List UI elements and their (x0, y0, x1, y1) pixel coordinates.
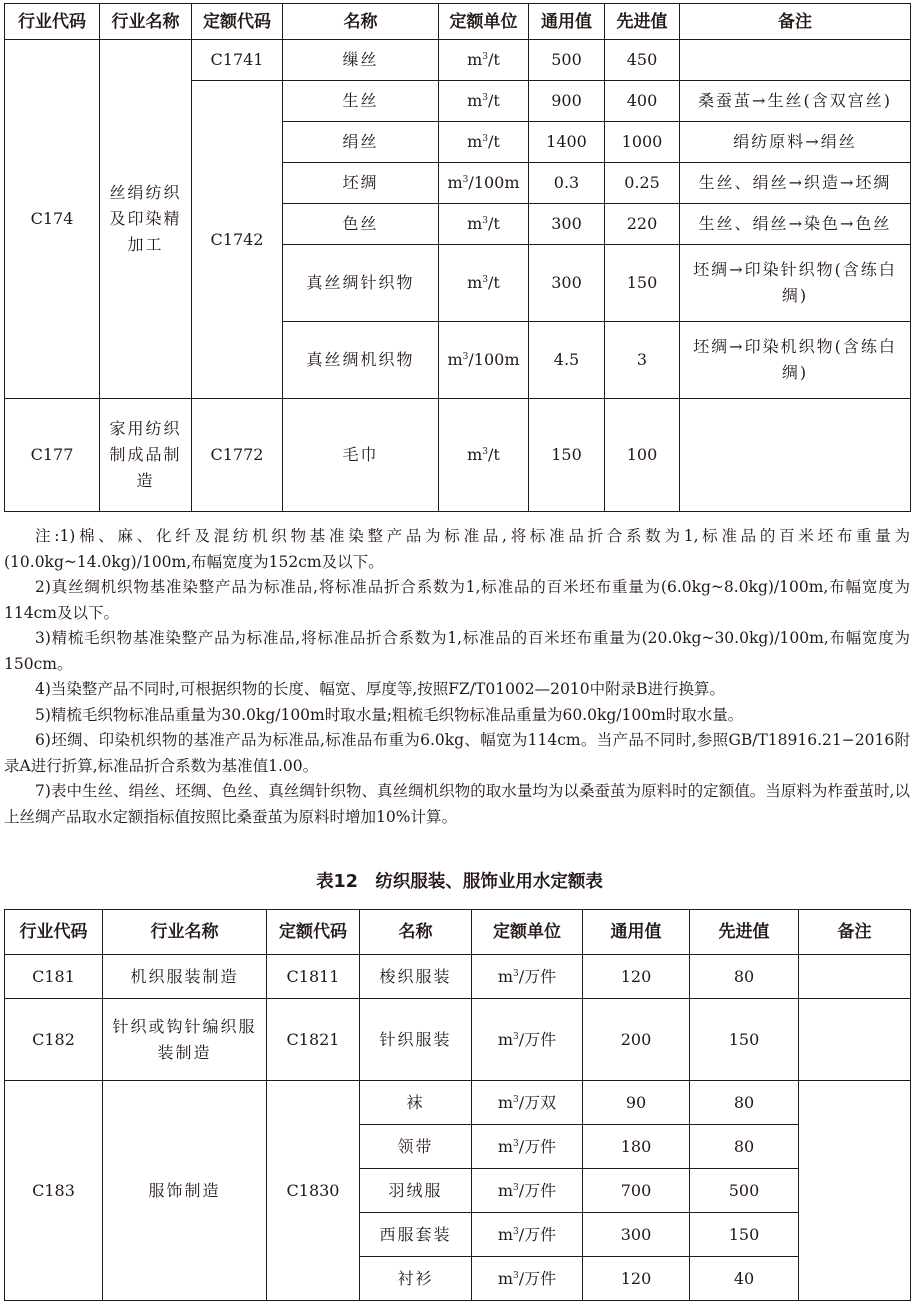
name-cell: 衬衫 (360, 1257, 472, 1301)
advanced-value-cell: 150 (690, 1213, 799, 1257)
advanced-value-cell: 3 (605, 322, 680, 399)
note-cell: 桑蚕茧→生丝(含双宫丝) (680, 81, 911, 122)
header-advanced-value: 先进值 (690, 910, 799, 955)
advanced-value-cell: 0.25 (605, 163, 680, 204)
header-name: 名称 (360, 910, 472, 955)
note-cell (799, 955, 911, 999)
industry-name-cell: 家用纺织制成品制造 (100, 399, 192, 512)
note-cell (680, 40, 911, 81)
note-cell: 坯绸→印染机织物(含练白绸) (680, 322, 911, 399)
industry-name-cell: 机织服装制造 (103, 955, 267, 999)
quota-code-cell: C1741 (192, 40, 283, 81)
name-cell: 坯绸 (283, 163, 439, 204)
header-general-value: 通用值 (583, 910, 690, 955)
header-industry-name: 行业名称 (103, 910, 267, 955)
header-note: 备注 (680, 4, 911, 40)
unit-cell: $m^3/100m$ (439, 163, 529, 204)
quota-code-cell: C1830 (267, 1081, 360, 1301)
name-cell: 领带 (360, 1125, 472, 1169)
advanced-value-cell: 100 (605, 399, 680, 512)
unit-cell: $m^3/t$ (439, 40, 529, 81)
name-cell: 生丝 (283, 81, 439, 122)
header-unit: 定额单位 (472, 910, 583, 955)
table-row (5, 1081, 911, 1125)
name-cell: 绢丝 (283, 122, 439, 163)
general-value-cell: 1400 (529, 122, 605, 163)
header-unit: 定额单位 (439, 4, 529, 40)
table-row (5, 955, 911, 999)
general-value-cell: 90 (583, 1081, 690, 1125)
unit-cell: $m^3/$万双 (472, 1081, 583, 1125)
note-6: 6)坯绸、印染机织物的基准产品为标准品,标准品布重为6.0kg、幅宽为114cm。当产品不同时,参照GB/T18916.21−2016附录A进行折算,标准品折合系数为基准值1.00。 (4, 731, 910, 775)
advanced-value-cell: 80 (690, 1081, 799, 1125)
name-cell: 西服套装 (360, 1213, 472, 1257)
note-cell (680, 399, 911, 512)
note-cell: 绢纺原料→绢丝 (680, 122, 911, 163)
water-quota-table-12 (4, 909, 911, 1301)
name-cell: 真丝绸针织物 (283, 245, 439, 322)
water-quota-table-11 (4, 3, 911, 512)
name-cell: 真丝绸机织物 (283, 322, 439, 399)
general-value-cell: 4.5 (529, 322, 605, 399)
unit-cell: $m^3/t$ (439, 245, 529, 322)
industry-code-cell: C183 (5, 1081, 103, 1301)
industry-code-cell: C182 (5, 999, 103, 1081)
unit-cell: $m^3/t$ (439, 204, 529, 245)
advanced-value-cell: 150 (605, 245, 680, 322)
name-cell: 梭织服装 (360, 955, 472, 999)
advanced-value-cell: 500 (690, 1169, 799, 1213)
unit-cell: $m^3/$万件 (472, 955, 583, 999)
header-industry-code: 行业代码 (5, 4, 100, 40)
header-industry-name: 行业名称 (100, 4, 192, 40)
note-4: 4)当染整产品不同时,可根据织物的长度、幅宽、厚度等,按照FZ/T01002—2010中附录B进行换算。 (35, 680, 725, 698)
name-cell: 色丝 (283, 204, 439, 245)
name-cell: 袜 (360, 1081, 472, 1125)
name-cell: 羽绒服 (360, 1169, 472, 1213)
header-quota-code: 定额代码 (192, 4, 283, 40)
industry-code-cell: C174 (5, 40, 100, 399)
quota-code-cell: C1772 (192, 399, 283, 512)
unit-cell: $m^3/$万件 (472, 1169, 583, 1213)
advanced-value-cell: 80 (690, 1125, 799, 1169)
unit-cell: $m^3/100m$ (439, 322, 529, 399)
general-value-cell: 200 (583, 999, 690, 1081)
quota-code-cell: C1821 (267, 999, 360, 1081)
table-row (5, 999, 911, 1081)
advanced-value-cell: 150 (690, 999, 799, 1081)
advanced-value-cell: 80 (690, 955, 799, 999)
general-value-cell: 0.3 (529, 163, 605, 204)
unit-cell: $m^3/$万件 (472, 999, 583, 1081)
note-cell (799, 999, 911, 1081)
general-value-cell: 120 (583, 955, 690, 999)
note-2: 2)真丝绸机织物基准染整产品为标准品,将标准品折合系数为1,标准品的百米坯布重量为(6.0kg~8.0kg)/100m,布幅宽度为114cm及以下。 (4, 578, 910, 622)
header-industry-code: 行业代码 (5, 910, 103, 955)
note-cell: 坯绸→印染针织物(含练白绸) (680, 245, 911, 322)
table-row (5, 40, 911, 81)
table-12-caption: 表12 纺织服装、服饰业用水定额表 (316, 872, 603, 892)
note-cell: 生丝、绢丝→织造→坯绸 (680, 163, 911, 204)
industry-name-cell: 丝绢纺织及印染精加工 (100, 40, 192, 399)
unit-cell: $m^3/$万件 (472, 1213, 583, 1257)
advanced-value-cell: 1000 (605, 122, 680, 163)
name-cell: 毛巾 (283, 399, 439, 512)
general-value-cell: 120 (583, 1257, 690, 1301)
general-value-cell: 300 (583, 1213, 690, 1257)
unit-cell: $m^3/$万件 (472, 1125, 583, 1169)
unit-cell: $m^3/t$ (439, 122, 529, 163)
general-value-cell: 500 (529, 40, 605, 81)
note-cell (799, 1081, 911, 1301)
industry-name-cell: 服饰制造 (103, 1081, 267, 1301)
header-quota-code: 定额代码 (267, 910, 360, 955)
general-value-cell: 300 (529, 245, 605, 322)
name-cell: 缫丝 (283, 40, 439, 81)
general-value-cell: 700 (583, 1169, 690, 1213)
advanced-value-cell: 400 (605, 81, 680, 122)
general-value-cell: 300 (529, 204, 605, 245)
table-11-notes (4, 524, 910, 830)
unit-cell: $m^3/$万件 (472, 1257, 583, 1301)
industry-code-cell: C177 (5, 399, 100, 512)
note-1: 注:1)棉、麻、化纤及混纺机织物基准染整产品为标准品,将标准品折合系数为1,标准品的百米坯布重量为(10.0kg~14.0kg)/100m,布幅宽度为152cm及以下。 (4, 527, 910, 571)
quota-code-cell: C1811 (267, 955, 360, 999)
header-name: 名称 (283, 4, 439, 40)
note-3: 3)精梳毛织物基准染整产品为标准品,将标准品折合系数为1,标准品的百米坯布重量为(20.0kg~30.0kg)/100m,布幅宽度为150cm。 (4, 629, 910, 673)
unit-cell: $m^3/t$ (439, 81, 529, 122)
general-value-cell: 180 (583, 1125, 690, 1169)
header-advanced-value: 先进值 (605, 4, 680, 40)
advanced-value-cell: 450 (605, 40, 680, 81)
note-cell: 生丝、绢丝→染色→色丝 (680, 204, 911, 245)
note-5: 5)精梳毛织物标准品重量为30.0kg/100m时取水量;粗梳毛织物标准品重量为60.0kg/100m时取水量。 (35, 705, 744, 724)
quota-code-cell: C1742 (192, 81, 283, 399)
note-7: 7)表中生丝、绢丝、坯绸、色丝、真丝绸针织物、真丝绸机织物的取水量均为以桑蚕茧为原料时的定额值。当原料为柞蚕茧时,以上丝绸产品取水定额指标值按照比桑蚕茧为原料时增加10%计算。 (4, 782, 910, 826)
header-general-value: 通用值 (529, 4, 605, 40)
general-value-cell: 900 (529, 81, 605, 122)
general-value-cell: 150 (529, 399, 605, 512)
advanced-value-cell: 40 (690, 1257, 799, 1301)
advanced-value-cell: 220 (605, 204, 680, 245)
table-row (5, 399, 911, 512)
header-note: 备注 (799, 910, 911, 955)
industry-code-cell: C181 (5, 955, 103, 999)
industry-name-cell: 针织或钩针编织服装制造 (103, 999, 267, 1081)
name-cell: 针织服装 (360, 999, 472, 1081)
unit-cell: $m^3/t$ (439, 399, 529, 512)
